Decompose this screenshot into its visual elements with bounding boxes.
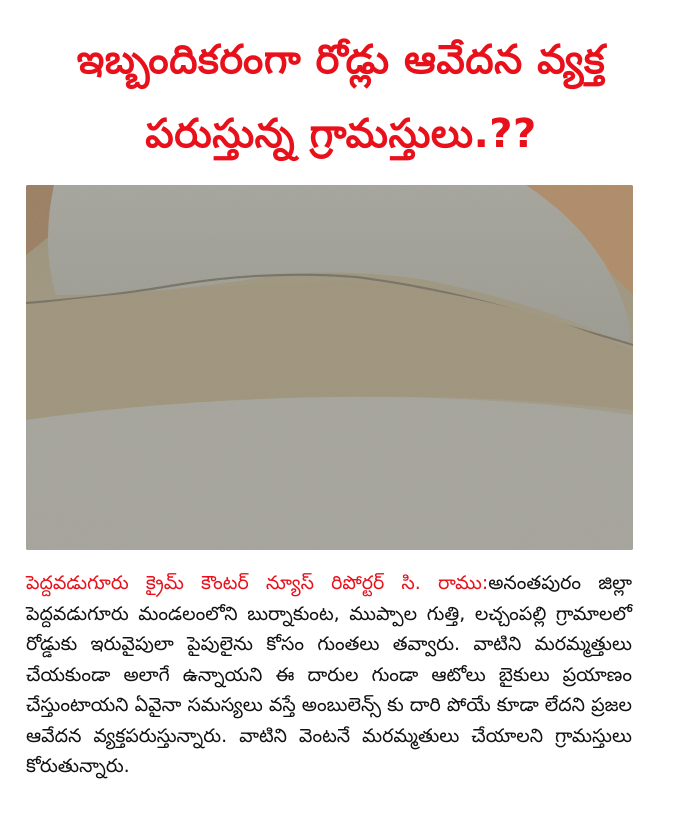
cropped-previous-text bbox=[30, 0, 550, 8]
headline-line-1: ఇబ్బందికరంగా రోడ్లు ఆవేదన వ్యక్త bbox=[76, 37, 606, 83]
road-photo-illustration bbox=[26, 185, 633, 550]
damaged-road-photo bbox=[26, 185, 633, 550]
article-text: అనంతపురం జిల్లా పెద్దవడుగూరు మండలంలోని బుర్నాకుంట, ముప్పాల గుత్తి, లచ్చంపల్లి గ్రామాలలో రోడ్డుకు ఇరువైపులా పైపులైను కోసం గుంతలు తవ్వారు. వాటిని మరమ్మత్తులు చేయకుండా అలాగే ఉన్నాయని ఈ దారుల గుండా ఆటోలు బైకులు ప్రయాణం చేస్తుంటాయని ఏవైనా సమస్యలు వస్తే అంబులెన్స్ కు దారి పోయే కూడా లేదని ప్రజల ఆవేదన వ్యక్తపరుస్తున్నారు. వాటిని వెంటనే మరమ్మతులు చేయాలని గ్రామస్తులు కోరుతున్నారు. bbox=[26, 572, 632, 777]
article-dateline: పెద్దవడుగూరు క్రైమ్ కౌంటర్ న్యూస్ రిపోర్టర్ సి. రాము: bbox=[26, 572, 489, 594]
article-body bbox=[26, 568, 632, 782]
headline-line-2: పరుస్తున్న గ్రామస్తులు.?? bbox=[145, 111, 537, 157]
